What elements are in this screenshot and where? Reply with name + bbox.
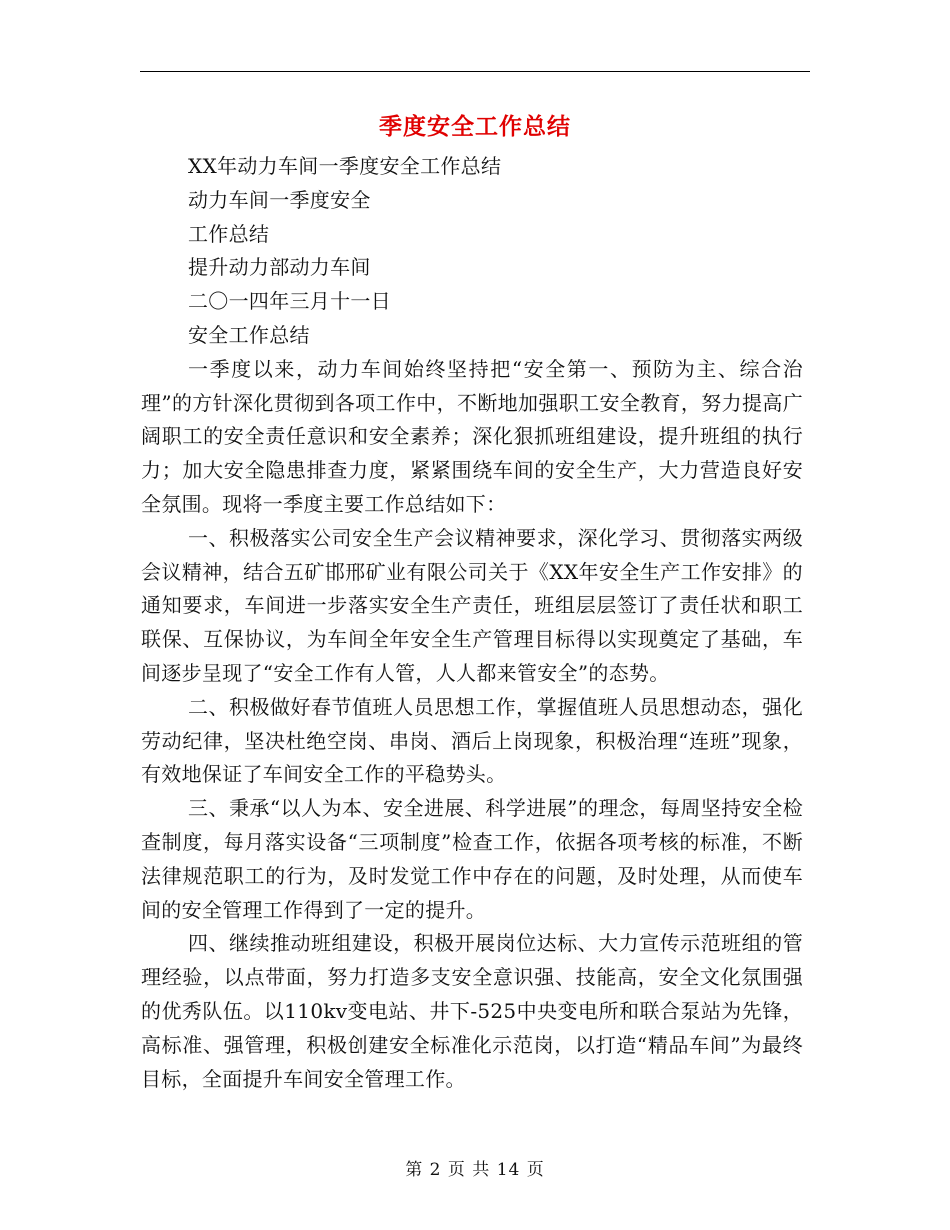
document-title: 季度安全工作总结 xyxy=(379,114,571,140)
heading-line: 安全工作总结 xyxy=(188,322,310,347)
heading-line: 提升动力部动力车间 xyxy=(188,255,371,280)
document-body xyxy=(141,150,803,1096)
paragraph-intro: 一季度以来，动力车间始终坚持把“安全第一、预防为主、综合治理”的方针深化贯彻到各项工作中，不断地加强职工安全教育，努力提高广阔职工的安全责任意识和安全素养；深化狠抓班组建设，提升班组的执行力；加大安全隐患排查力度，紧紧围绕车间的安全生产，大力营造良好安全氛围。现将一季度主要工作总结如下： xyxy=(141,356,803,516)
page-number: 第 2 页 共 14 页 xyxy=(405,1160,545,1180)
header-rule xyxy=(140,71,810,72)
date-line: 二〇一四年三月十一日 xyxy=(188,289,391,314)
paragraph-item-2: 二、积极做好春节值班人员思想工作，掌握值班人员思想动态，强化劳动纪律，坚决杜绝空岗、串岗、酒后上岗现象，积极治理“连班”现象，有效地保证了车间安全工作的平稳势头。 xyxy=(141,694,803,787)
paragraph-item-1: 一、积极落实公司安全生产会议精神要求，深化学习、贯彻落实两级会议精神，结合五矿邯邢矿业有限公司关于《XX年安全生产工作安排》的通知要求，车间进一步落实安全生产责任，班组层层签订了责任状和职工联保、互保协议，为车间全年安全生产管理目标得以实现奠定了基础，车间逐步呈现了“安全工作有人管，人人都来管安全”的态势。 xyxy=(141,525,803,685)
paragraph-item-3: 三、秉承“以人为本、安全进展、科学进展”的理念，每周坚持安全检查制度，每月落实设备“三项制度”检查工作，依据各项考核的标准，不断法律规范职工的行为，及时发觉工作中存在的问题，及时处理，从而使车间的安全管理工作得到了一定的提升。 xyxy=(141,796,803,922)
paragraph-item-4: 四、继续推动班组建设，积极开展岗位达标、大力宣传示范班组的管理经验，以点带面，努力打造多支安全意识强、技能高，安全文化氛围强的优秀队伍。以110kv变电站、井下-525中央变电所和联合泵站为先锋，高标准、强管理，积极创建安全标准化示范岗，以打造“精品车间”为最终目标，全面提升车间安全管理工作。 xyxy=(141,931,803,1091)
heading-line: 动力车间一季度安全 xyxy=(188,187,371,212)
heading-line: XX年动力车间一季度安全工作总结 xyxy=(188,154,502,178)
heading-line: 工作总结 xyxy=(188,221,270,246)
